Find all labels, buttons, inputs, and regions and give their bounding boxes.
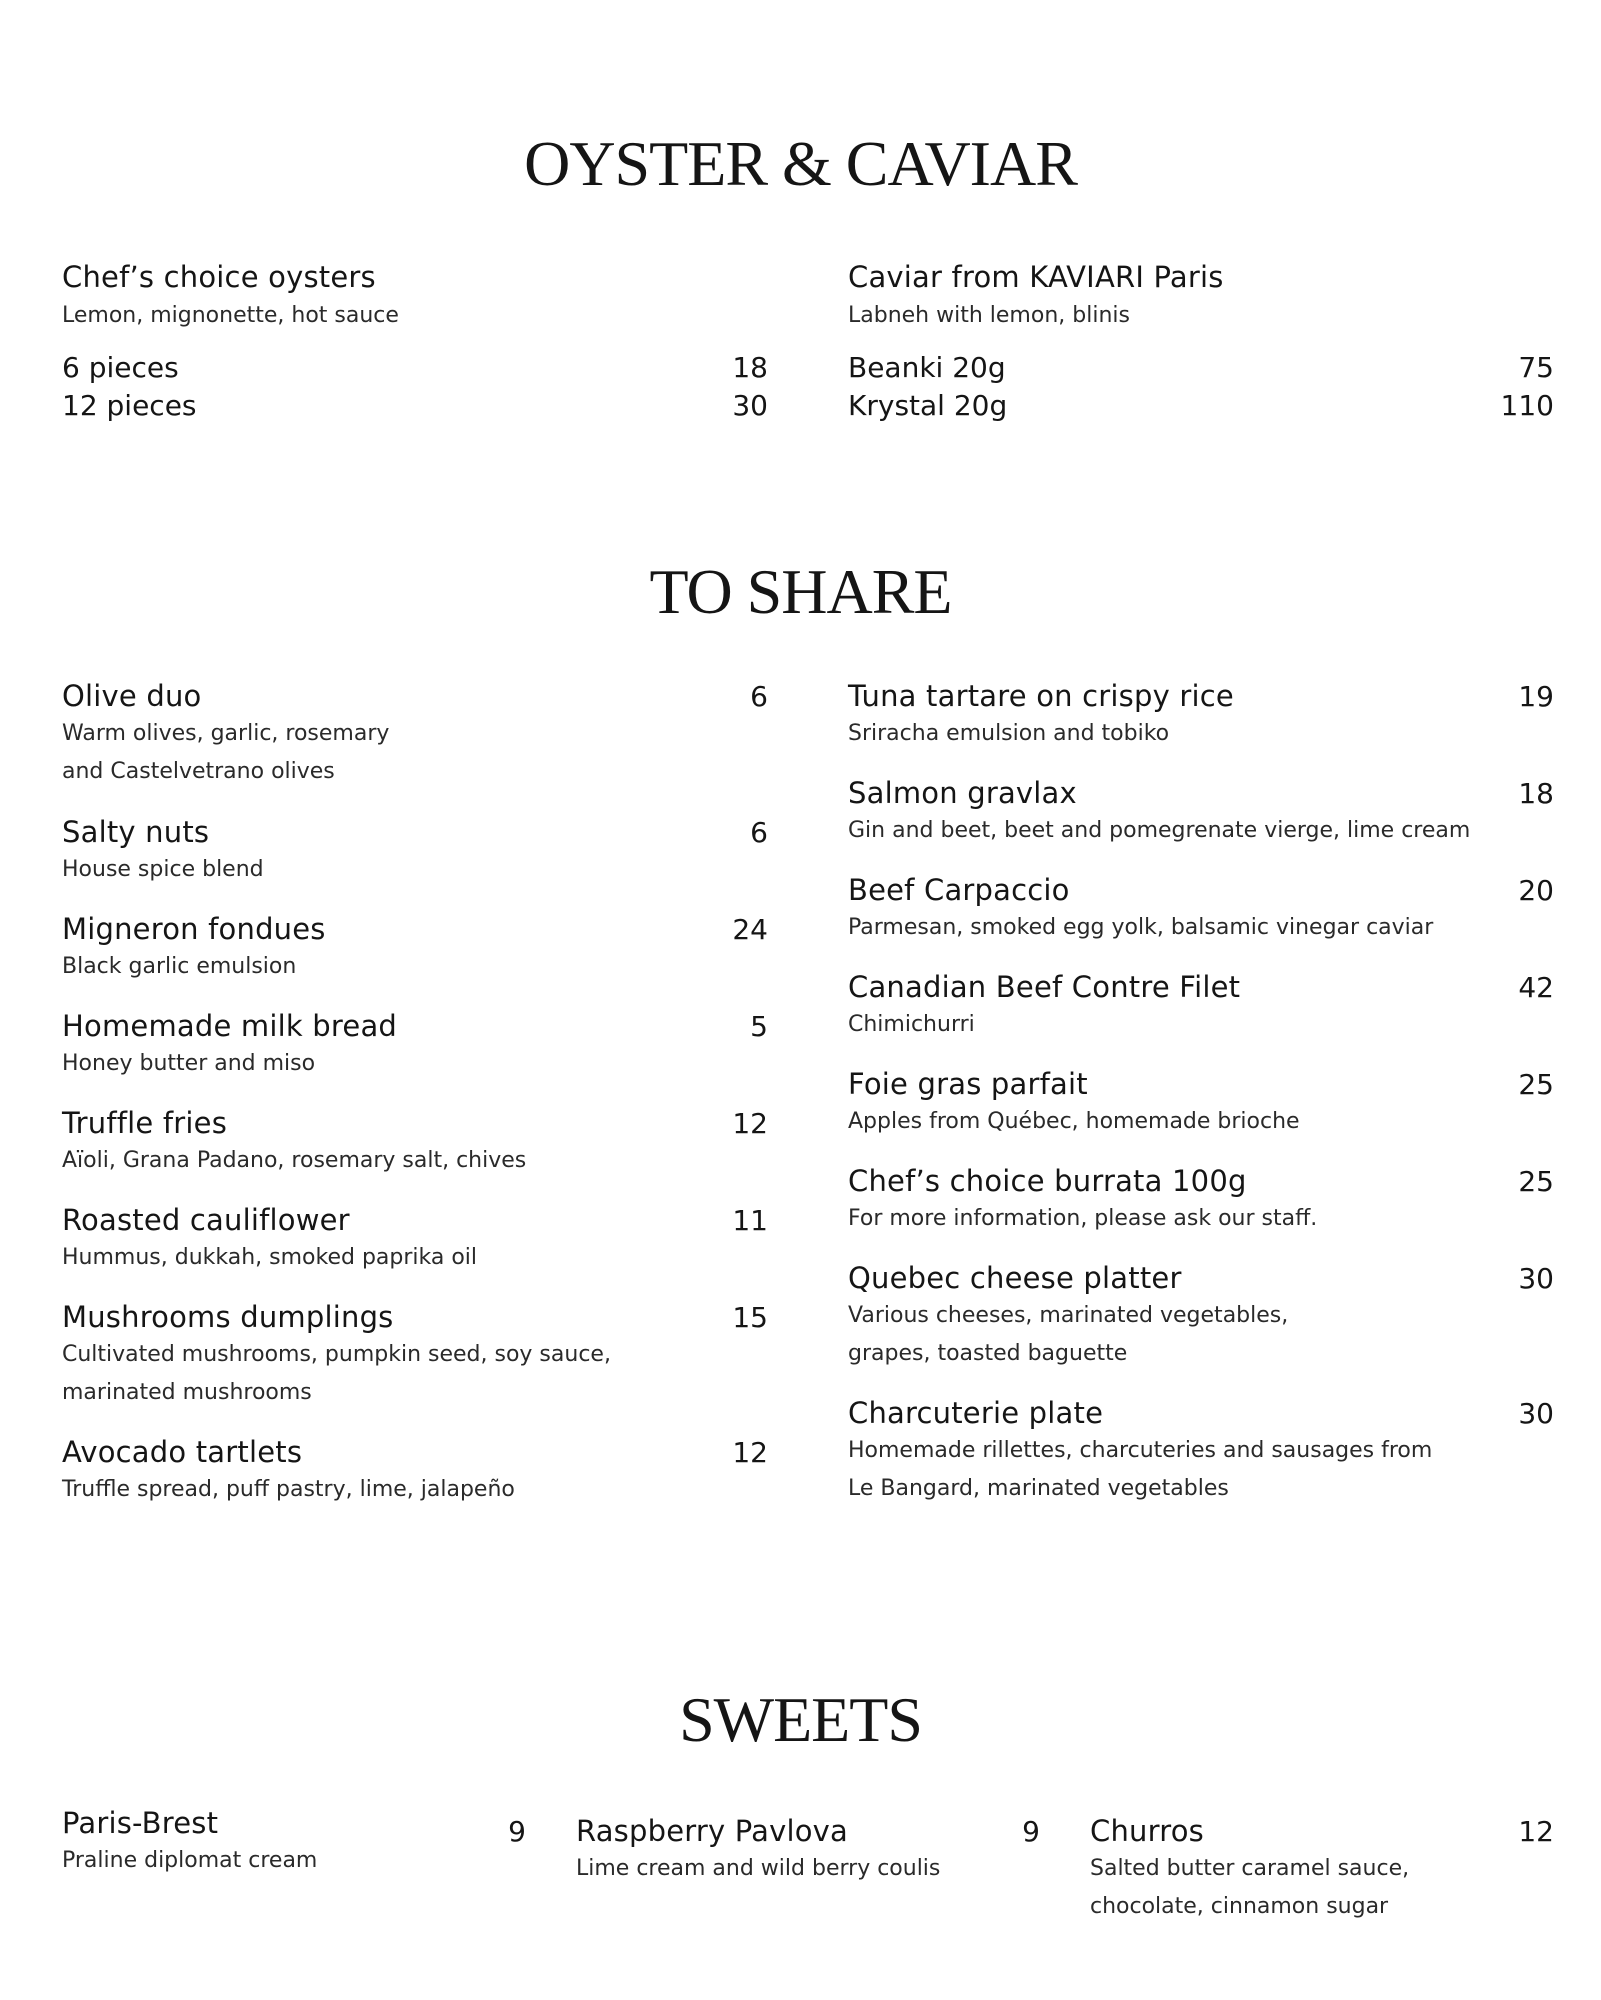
option-label: 6 pieces xyxy=(62,351,179,384)
menu-item xyxy=(62,1105,768,1180)
option-row xyxy=(62,387,768,425)
menu-item xyxy=(1090,1813,1554,1926)
item-description: Hummus, dukkah, smoked paprika oil xyxy=(62,1245,478,1270)
item-name: Caviar from KAVIARI Paris xyxy=(848,260,1224,294)
item-description: House spice blend xyxy=(62,857,264,882)
item-description: Various cheeses, marinated vegetables, xyxy=(848,1303,1289,1328)
item-price: 15 xyxy=(732,1301,768,1334)
menu-item-oysters xyxy=(62,259,768,425)
item-name-text: Chef’s choice burrata xyxy=(848,1164,1163,1198)
menu-item xyxy=(848,969,1554,1044)
item-price: 18 xyxy=(1518,777,1554,810)
item-description: marinated mushrooms xyxy=(62,1380,312,1405)
option-row xyxy=(848,349,1554,387)
item-description: Homemade rillettes, charcuteries and sausages from xyxy=(848,1438,1433,1463)
item-price: 11 xyxy=(732,1204,768,1237)
section-title-sweets: SWEETS xyxy=(679,1684,922,1755)
item-name: Tuna tartare on crispy rice xyxy=(848,679,1234,713)
menu-item xyxy=(848,1066,1554,1141)
item-name: Churros xyxy=(1090,1814,1204,1848)
item-price: 24 xyxy=(732,913,768,946)
option-price: 110 xyxy=(1500,389,1554,422)
item-price: 9 xyxy=(508,1815,526,1848)
item-description: Truffle spread, puff pastry, lime, jalapeño xyxy=(62,1477,515,1502)
menu-item xyxy=(848,678,1554,753)
item-description: Gin and beet, beet and pomegrenate vierge, lime cream xyxy=(848,818,1471,843)
item-name: Salty nuts xyxy=(62,815,210,849)
menu-item xyxy=(62,1008,768,1083)
section-title-to-share: TO SHARE xyxy=(649,556,952,627)
item-description: Le Bangard, marinated vegetables xyxy=(848,1476,1229,1501)
item-description: Chimichurri xyxy=(848,1012,975,1037)
menu-item xyxy=(62,911,768,986)
item-name: Paris-Brest xyxy=(62,1806,219,1840)
item-description: Labneh with lemon, blinis xyxy=(848,303,1130,328)
item-price: 30 xyxy=(1518,1397,1554,1430)
item-price: 12 xyxy=(1518,1815,1554,1848)
item-description: Honey butter and miso xyxy=(62,1051,316,1076)
item-name xyxy=(848,1163,1247,1199)
menu-item xyxy=(848,1395,1554,1508)
item-name: Raspberry Pavlova xyxy=(576,1814,849,1848)
item-description: For more information, please ask our staff. xyxy=(848,1206,1318,1231)
option-price: 75 xyxy=(1518,351,1554,384)
option-row xyxy=(848,387,1554,425)
item-description: Lemon, mignonette, hot sauce xyxy=(62,303,399,328)
item-price: 9 xyxy=(1022,1815,1040,1848)
item-name: Beef Carpaccio xyxy=(848,873,1070,907)
menu-item-caviar xyxy=(848,259,1554,425)
menu-item xyxy=(848,1163,1554,1238)
item-name: Quebec cheese platter xyxy=(848,1261,1182,1295)
item-price: 19 xyxy=(1518,680,1554,713)
option-price: 18 xyxy=(732,351,768,384)
item-description: chocolate, cinnamon sugar xyxy=(1090,1894,1389,1919)
item-name: Olive duo xyxy=(62,679,202,713)
item-name: Roasted cauliflower xyxy=(62,1203,350,1237)
item-price: 42 xyxy=(1518,971,1554,1004)
item-price: 25 xyxy=(1518,1068,1554,1101)
item-description: Aïoli, Grana Padano, rosemary salt, chives xyxy=(62,1148,527,1173)
item-weight: 100g xyxy=(1172,1164,1247,1198)
item-name: Salmon gravlax xyxy=(848,776,1077,810)
item-name: Foie gras parfait xyxy=(848,1067,1088,1101)
item-description: grapes, toasted baguette xyxy=(848,1341,1128,1366)
option-label: 12 pieces xyxy=(62,389,197,422)
item-price: 6 xyxy=(750,816,768,849)
menu-item xyxy=(62,1202,768,1277)
menu-item xyxy=(62,1434,768,1509)
item-name: Chef’s choice oysters xyxy=(62,260,376,294)
option-row xyxy=(62,349,768,387)
option-price: 30 xyxy=(732,389,768,422)
option-label: Beanki 20g xyxy=(848,351,1006,384)
item-name: Truffle fries xyxy=(62,1106,228,1140)
menu-item xyxy=(62,678,768,791)
menu-item xyxy=(848,775,1554,850)
item-price: 30 xyxy=(1518,1262,1554,1295)
item-description: Warm olives, garlic, rosemary xyxy=(62,721,390,746)
option-label: Krystal 20g xyxy=(848,389,1008,422)
item-description: Parmesan, smoked egg yolk, balsamic vinegar caviar xyxy=(848,915,1434,940)
item-price: 12 xyxy=(732,1107,768,1140)
item-price: 6 xyxy=(750,680,768,713)
item-description: and Castelvetrano olives xyxy=(62,759,335,784)
item-price: 5 xyxy=(750,1010,768,1043)
menu-item xyxy=(576,1813,1040,1888)
item-name: Homemade milk bread xyxy=(62,1009,398,1043)
item-name: Charcuterie plate xyxy=(848,1396,1104,1430)
item-price: 12 xyxy=(732,1436,768,1469)
item-description: Praline diplomat cream xyxy=(62,1848,318,1873)
item-description: Black garlic emulsion xyxy=(62,954,297,979)
item-description: Salted butter caramel sauce, xyxy=(1090,1856,1410,1881)
menu-item xyxy=(62,1805,526,1880)
item-price: 20 xyxy=(1518,874,1554,907)
item-description: Sriracha emulsion and tobiko xyxy=(848,721,1170,746)
menu-item xyxy=(62,814,768,889)
item-name: Migneron fondues xyxy=(62,912,326,946)
item-description: Apples from Québec, homemade brioche xyxy=(848,1109,1300,1134)
item-name: Canadian Beef Contre Filet xyxy=(848,970,1241,1004)
item-name: Avocado tartlets xyxy=(62,1435,303,1469)
item-price: 25 xyxy=(1518,1165,1554,1198)
menu-item xyxy=(848,872,1554,947)
item-description: Cultivated mushrooms, pumpkin seed, soy sauce, xyxy=(62,1342,611,1367)
menu-item xyxy=(62,1299,768,1412)
section-title-oyster-caviar: OYSTER & CAVIAR xyxy=(524,128,1077,199)
item-name: Mushrooms dumplings xyxy=(62,1300,394,1334)
item-description: Lime cream and wild berry coulis xyxy=(576,1856,941,1881)
menu-item xyxy=(848,1260,1554,1373)
